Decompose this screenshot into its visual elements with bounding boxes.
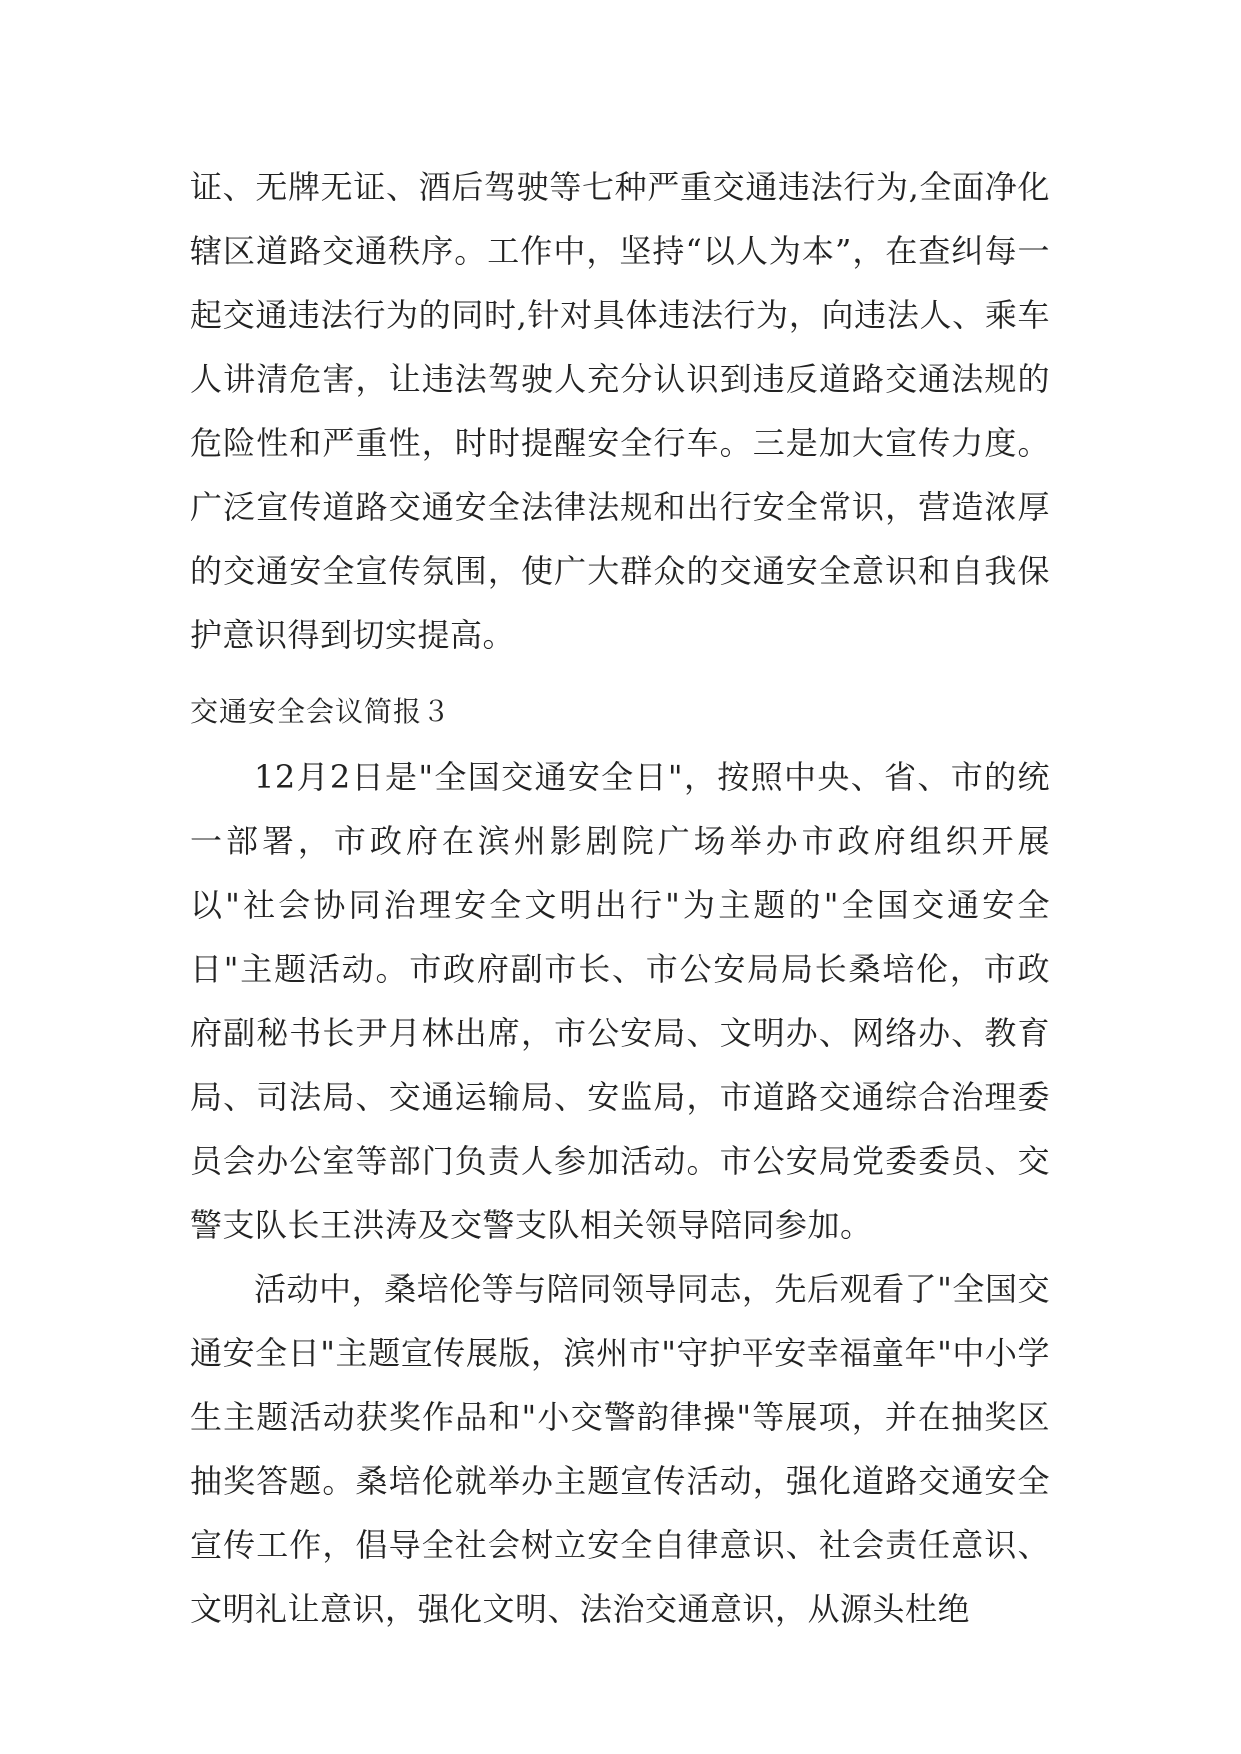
body-paragraph-1: 12月2日是"全国交通安全日"，按照中央、省、市的统一部署，市政府在滨州影剧院广场举办市政府组织开展以"社会协同治理安全文明出行"为主题的"全国交通安全日"主题活动。市政府副市长、市公安局局长桑培伦，市政府副秘书长尹月林出席，市公安局、文明办、网络办、教育局、司法局、交通运输局、安监局，市道路交通综合治理委员会办公室等部门负责人参加活动。市公安局党委委员、交警支队长王洪涛及交警支队相关领导陪同参加。 xyxy=(190,758,1050,1244)
section-body xyxy=(190,745,1050,1641)
continuation-block xyxy=(190,155,1050,667)
section-title: 交通安全会议简报３ xyxy=(190,695,452,728)
body-paragraph-2: 活动中，桑培伦等与陪同领导同志，先后观看了"全国交通安全日"主题宣传展版，滨州市"守护平安幸福童年"中小学生主题活动获奖作品和"小交警韵律操"等展项，并在抽奖区抽奖答题。桑培伦就举办主题宣传活动，强化道路交通安全宣传工作，倡导全社会树立安全自律意识、社会责任意识、文明礼让意识，强化文明、法治交通意识，从源头杜绝 xyxy=(190,1270,1050,1628)
continuation-paragraph: 证、无牌无证、酒后驾驶等七种严重交通违法行为,全面净化辖区道路交通秩序。工作中，坚持“以人为本”，在查纠每一起交通违法行为的同时,针对具体违法行为，向违法人、乘车人讲清危害，让违法驾驶人充分认识到违反道路交通法规的危险性和严重性，时时提醒安全行车。三是加大宣传力度。广泛宣传道路交通安全法律法规和出行安全常识，营造浓厚的交通安全宣传氛围，使广大群众的交通安全意识和自我保护意识得到切实提高。 xyxy=(190,168,1050,654)
